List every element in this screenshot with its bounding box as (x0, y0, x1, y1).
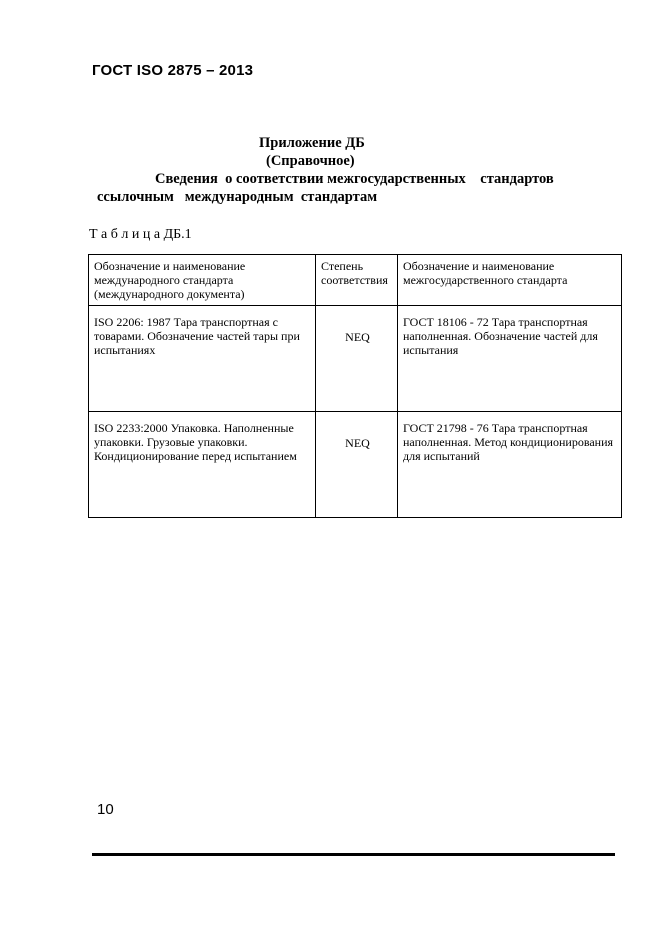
document-code: ГОСТ ISO 2875 – 2013 (92, 62, 254, 79)
cell-degree: NEQ (316, 306, 398, 412)
annex-title: Приложение ДБ (259, 135, 365, 151)
cell-international-standard: ISO 2233:2000 Упаковка. Наполненные упаковки. Грузовые упаковки. Кондиционирование перед испытанием (89, 412, 316, 518)
table-row (89, 306, 622, 412)
table-header-row (89, 255, 622, 306)
cell-international-standard: ISO 2206: 1987 Тара транспортная с товарами. Обозначение частей тары при испытаниях (89, 306, 316, 412)
page-number: 10 (97, 801, 114, 818)
annex-type: (Справочное) (266, 153, 355, 169)
header-interstate-standard: Обозначение и наименование межгосударственного стандарта (398, 255, 622, 306)
cell-interstate-standard: ГОСТ 18106 - 72 Тара транспортная наполненная. Обозначение частей для испытания (398, 306, 622, 412)
annex-heading-line-1: Сведения о соответствии межгосударственных стандартов (155, 171, 554, 187)
cell-degree: NEQ (316, 412, 398, 518)
table-row (89, 412, 622, 518)
annex-heading-line-2: ссылочным международным стандартам (97, 189, 378, 205)
header-international-standard: Обозначение и наименование международного стандарта (международного документа) (89, 255, 316, 306)
table-caption: Т а б л и ц а ДБ.1 (89, 227, 192, 242)
footer-rule (92, 853, 615, 856)
standards-correspondence-table (88, 254, 622, 518)
header-degree-of-correspondence: Степень соответствия (316, 255, 398, 306)
cell-interstate-standard: ГОСТ 21798 - 76 Тара транспортная наполненная. Метод кондиционирования для испытаний (398, 412, 622, 518)
